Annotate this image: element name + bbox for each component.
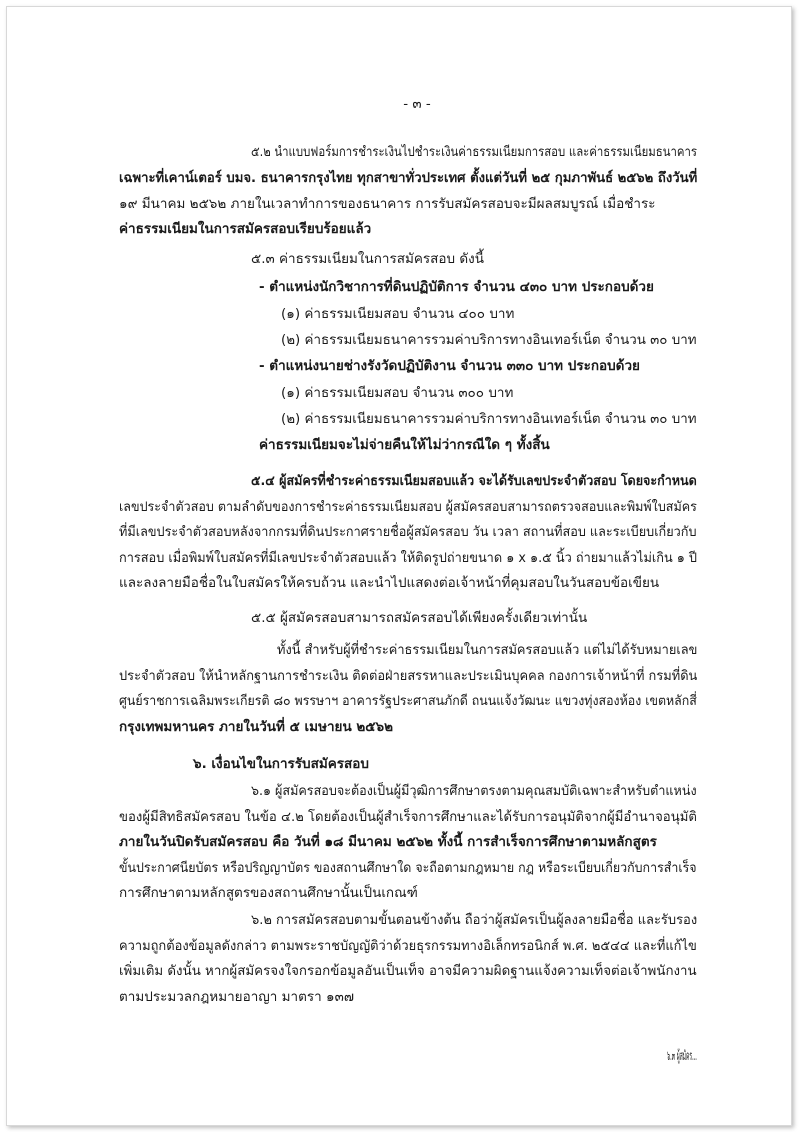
p53-position1-item1: (๑) ค่าธรรมเนียมสอบ จำนวน ๔๐๐ บาท (281, 306, 515, 322)
document-page (6, 6, 792, 1126)
note-line4: กรุงเทพมหานคร ภายในวันที่ ๕ เมษายน ๒๕๖๒ (119, 719, 393, 735)
p62-line3: เพิ่มเติม ดังนั้น หากผู้สมัครจงใจกรอกข้อมูลอันเป็นเท็จ อาจมีความผิดฐานแจ้งความเท็จต่อเจ้าพนักงาน (119, 963, 697, 979)
p61-line4: ขั้นประกาศนียบัตร หรือปริญญาบัตร ของสถานศึกษาใด จะถือตามกฎหมาย กฎ หรือระเบียบเกี่ยวกับการสำเร็จ (119, 860, 697, 876)
p55-line1: ๕.๕ ผู้สมัครสอบสามารถสมัครสอบได้เพียงครั้งเดียวเท่านั้น (251, 610, 588, 626)
p52-line1: ๕.๒ นำแบบฟอร์มการชำระเงินไปชำระเงินค่าธรรมเนียมการสอบ และค่าธรรมเนียมธนาคาร (251, 144, 698, 160)
p52-line4: ค่าธรรมเนียมในการสมัครสอบเรียบร้อยแล้ว (119, 221, 372, 237)
note-line2: ประจำตัวสอบ ให้นำหลักฐานการชำระเงิน ติดต่อฝ่ายสรรหาและประเมินบุคคล กองการเจ้าหน้าที่ กรมที่ดิน (119, 668, 698, 684)
p54-line1: ๕.๔ ผู้สมัครที่ชำระค่าธรรมเนียมสอบแล้ว จะได้รับเลขประจำตัวสอบ โดยจะกำหนด (251, 473, 697, 489)
p61-line2: ของผู้มีสิทธิสมัครสอบ ในข้อ ๔.๒ โดยต้องเป็นผู้สำเร็จการศึกษาและได้รับการอนุมัติจากผู้มีอำนาจอนุมัติ (119, 809, 697, 825)
continuation-marker: ๖.๓ ผู้สมัคร... (667, 1048, 697, 1064)
p53-no-refund: ค่าธรรมเนียมจะไม่จ่ายคืนให้ไม่ว่ากรณีใด ๆ ทั้งสิ้น (259, 437, 550, 453)
page-number: - ๓ - (403, 96, 431, 112)
p61-line1: ๖.๑ ผู้สมัครสอบจะต้องเป็นผู้มีวุฒิการศึกษาตรงตามคุณสมบัติเฉพาะสำหรับตำแหน่ง (251, 783, 697, 799)
note-line1: ทั้งนี้ สำหรับผู้ที่ชำระค่าธรรมเนียมในการสมัครสอบแล้ว แต่ไม่ได้รับหมายเลข (277, 642, 698, 658)
p62-line2: ความถูกต้องข้อมูลดังกล่าว ตามพระราชบัญญัติว่าด้วยธุรกรรมทางอิเล็กทรอนิกส์ พ.ศ. ๒๕๔๔ และที่แก้ไข (119, 938, 697, 954)
s6-heading: ๖. เงื่อนไขในการรับสมัครสอบ (193, 756, 369, 772)
p53-position2-item2: (๒) ค่าธรรมเนียมธนาคารรวมค่าบริการทางอินเทอร์เน็ต จำนวน ๓๐ บาท (281, 411, 697, 427)
p54-line3: ที่มีเลขประจำตัวสอบหลังจากกรมที่ดินประกาศรายชื่อผู้สมัครสอบ วัน เวลา สถานที่สอบ และระเบียบเกี่ยวกับ (119, 524, 697, 540)
p54-line2: เลขประจำตัวสอบ ตามลำดับของการชำระค่าธรรมเนียมสอบ ผู้สมัครสอบสามารถตรวจสอบและพิมพ์ใบสมัคร (119, 499, 697, 515)
p52-line3: ๑๙ มีนาคม ๒๕๖๒ ภายในเวลาทำการของธนาคาร การรับสมัครสอบจะมีผลสมบูรณ์ เมื่อชำระ (119, 196, 656, 212)
p53-heading: ๕.๓ ค่าธรรมเนียมในการสมัครสอบ ดังนี้ (251, 251, 484, 267)
p54-line5: และลงลายมือชื่อในใบสมัครให้ครบถ้วน และนำไปแสดงต่อเจ้าหน้าที่คุมสอบในวันสอบข้อเขียน (119, 575, 660, 591)
p52-line2: เฉพาะที่เคาน์เตอร์ บมจ. ธนาคารกรุงไทย ทุกสาขาทั่วประเทศ ตั้งแต่วันที่ ๒๕ กุมภาพันธ์ ๒๕๖๒ ถึงวันที่ (119, 170, 698, 186)
p53-position2-item1: (๑) ค่าธรรมเนียมสอบ จำนวน ๓๐๐ บาท (281, 385, 514, 401)
p62-line1: ๖.๒ การสมัครสอบตามขั้นตอนข้างต้น ถือว่าผู้สมัครเป็นผู้ลงลายมือชื่อ และรับรอง (251, 912, 698, 928)
p53-position2: - ตำแหน่งนายช่างรังวัดปฏิบัติงาน จำนวน ๓๓๐ บาท ประกอบด้วย (259, 358, 640, 374)
p61-line5: การศึกษาตามหลักสูตรของสถานศึกษานั้นเป็นเกณฑ์ (119, 885, 418, 901)
p53-position1-item2: (๒) ค่าธรรมเนียมธนาคารรวมค่าบริการทางอินเทอร์เน็ต จำนวน ๓๐ บาท (281, 332, 697, 348)
p53-position1: - ตำแหน่งนักวิชาการที่ดินปฏิบัติการ จำนวน ๔๓๐ บาท ประกอบด้วย (259, 279, 654, 295)
note-line3: ศูนย์ราชการเฉลิมพระเกียรติ ๘๐ พรรษาฯ อาคารรัฐประศาสนภักดี ถนนแจ้งวัฒนะ แขวงทุ่งสองห้อง เขตหลักสี่ (119, 693, 697, 709)
p62-line4: ตามประมวลกฎหมายอาญา มาตรา ๑๓๗ (119, 989, 354, 1005)
p54-line4: การสอบ เมื่อพิมพ์ใบสมัครที่มีเลขประจำตัวสอบแล้ว ให้ติดรูปถ่ายขนาด ๑ x ๑.๕ นิ้ว ถ่ายมาแล้วไม่เกิน ๑ ปี (119, 550, 698, 566)
p61-line3: ภายในวันปิดรับสมัครสอบ คือ วันที่ ๑๘ มีนาคม ๒๕๖๒ ทั้งนี้ การสำเร็จการศึกษาตามหลักสูตร (119, 834, 657, 850)
